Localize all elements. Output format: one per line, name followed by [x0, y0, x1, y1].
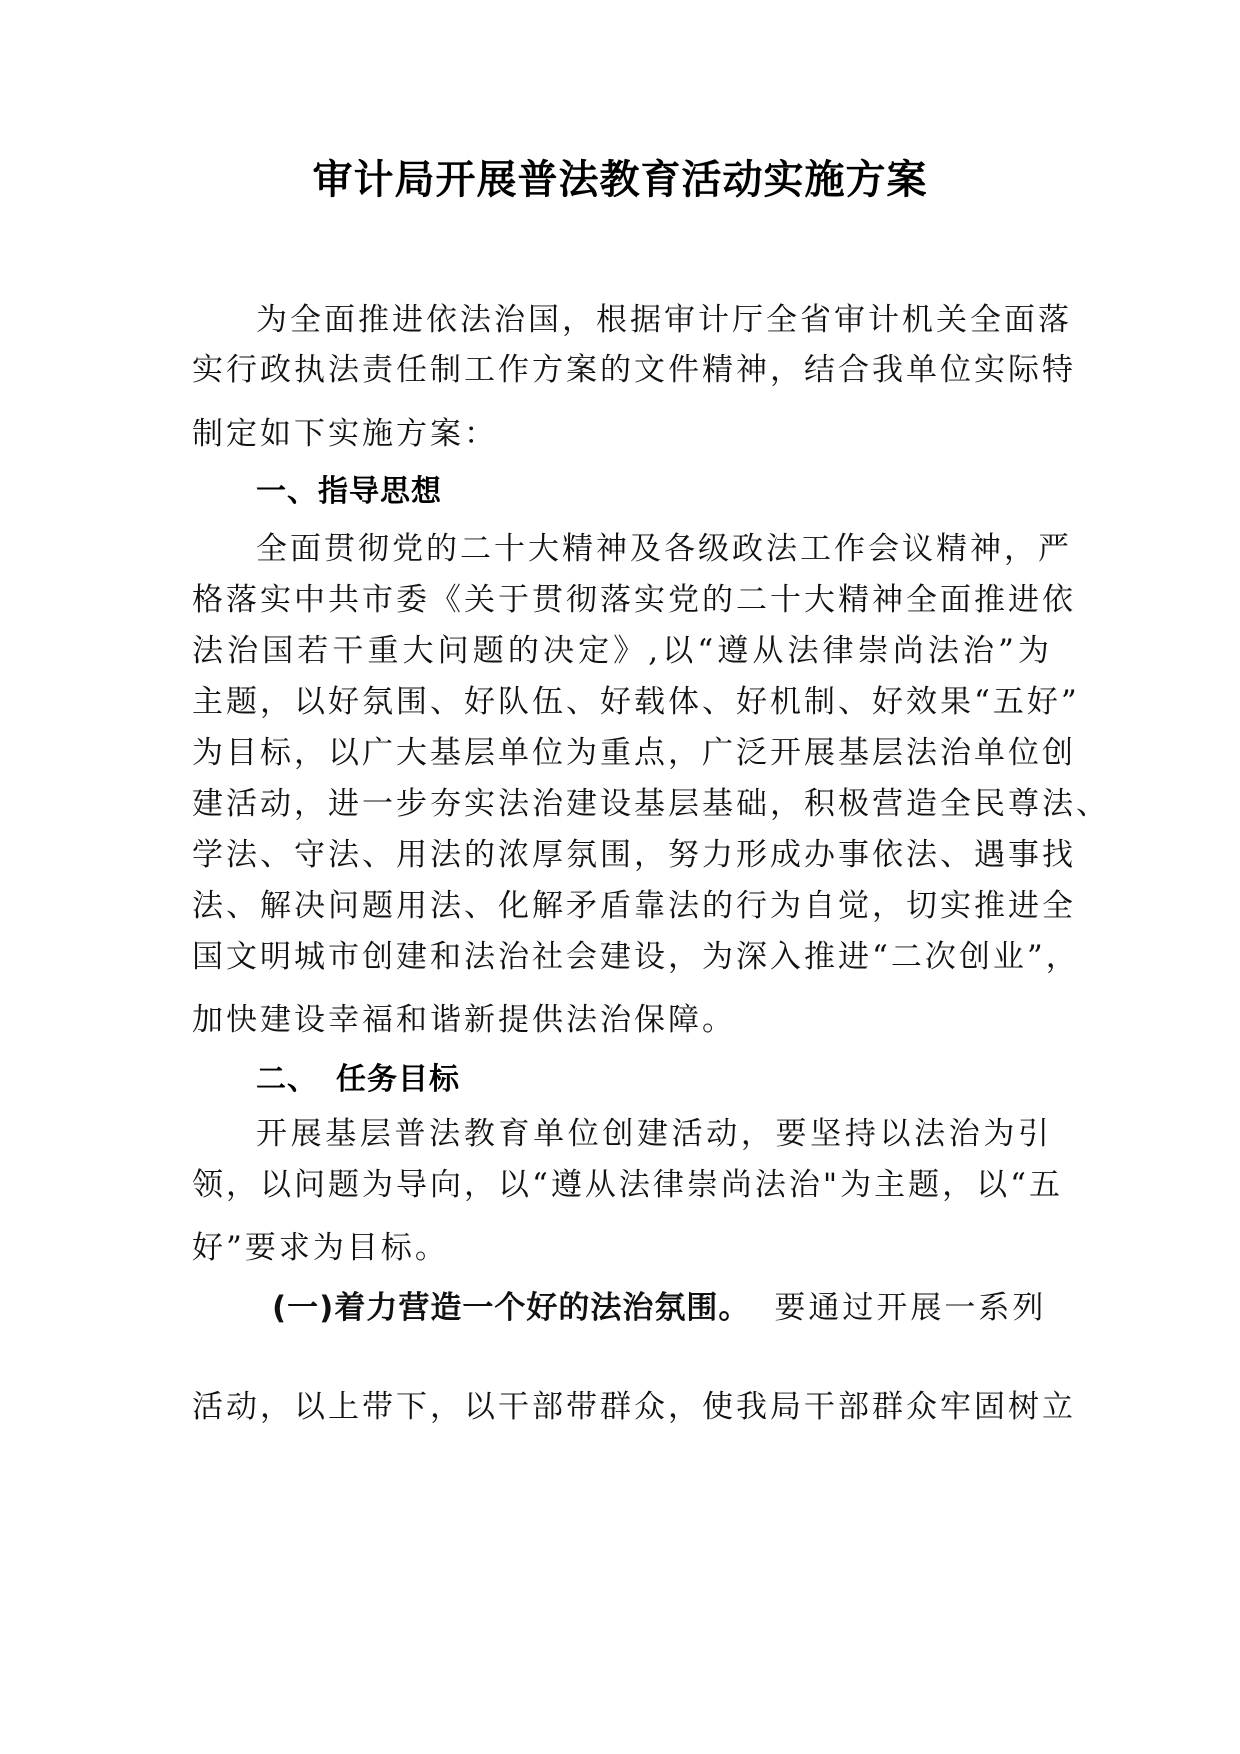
- section1-line-7: 学法、守法、用法的浓厚氛围，努力形成办事依法、遇事找: [192, 837, 1076, 873]
- section2-line-1: 开展基层普法教育单位创建活动，要坚持以法治为引: [256, 1116, 1052, 1152]
- subsection1-heading: (一)着力营造一个好的法治氛围。: [272, 1290, 751, 1326]
- intro-line-1: 为全面推进依法治国，根据审计厅全省审计机关全面落: [256, 302, 1072, 338]
- section1-line-1: 全面贯彻党的二十大精神及各级政法工作会议精神，严: [256, 531, 1072, 567]
- section1-line-4: 主题，以好氛围、好队伍、好载体、好机制、好效果“五好”: [192, 684, 1080, 720]
- section1-heading: 一、指导思想: [256, 474, 442, 509]
- intro-line-3: 制定如下实施方案：: [192, 416, 498, 452]
- section1-line-5: 为目标，以广大基层单位为重点，广泛开展基层法治单位创: [192, 735, 1076, 771]
- subsection1-line-2: 活动，以上带下，以干部带群众，使我局干部群众牢固树立: [192, 1389, 1076, 1425]
- section1-line-10: 加快建设幸福和谐新提供法治保障。: [192, 1002, 736, 1038]
- section1-line-9: 国文明城市创建和法治社会建设，为深入推进“二次创业”，: [192, 939, 1080, 975]
- subsection1-line: [272, 1286, 1052, 1330]
- section1-line-6: 建活动，进一步夯实法治建设基层基础，积极营造全民尊法、: [192, 786, 1110, 822]
- section2-heading: [256, 1058, 460, 1102]
- section1-line-8: 法、解决问题用法、化解矛盾靠法的行为自觉，切实推进全: [192, 888, 1076, 924]
- section1-line-2: 格落实中共市委《关于贯彻落实党的二十大精神全面推进依: [192, 582, 1076, 618]
- section2-heading-text: 任务目标: [336, 1062, 460, 1097]
- section2-heading-number: 二、: [256, 1062, 318, 1097]
- subsection1-text: 要通过开展一系列: [774, 1290, 1047, 1326]
- document-title: 审计局开展普法教育活动实施方案: [312, 157, 928, 203]
- section2-line-2: 领，以问题为导向，以“遵从法律崇尚法治"为主题，以“五: [192, 1167, 1063, 1203]
- section1-line-3: 法治国若干重大问题的决定》,以“遵从法律崇尚法治”为: [192, 633, 1052, 669]
- section2-line-3: 好”要求为目标。: [192, 1230, 449, 1266]
- intro-line-2: 实行政执法责任制工作方案的文件精神，结合我单位实际特: [192, 352, 1076, 388]
